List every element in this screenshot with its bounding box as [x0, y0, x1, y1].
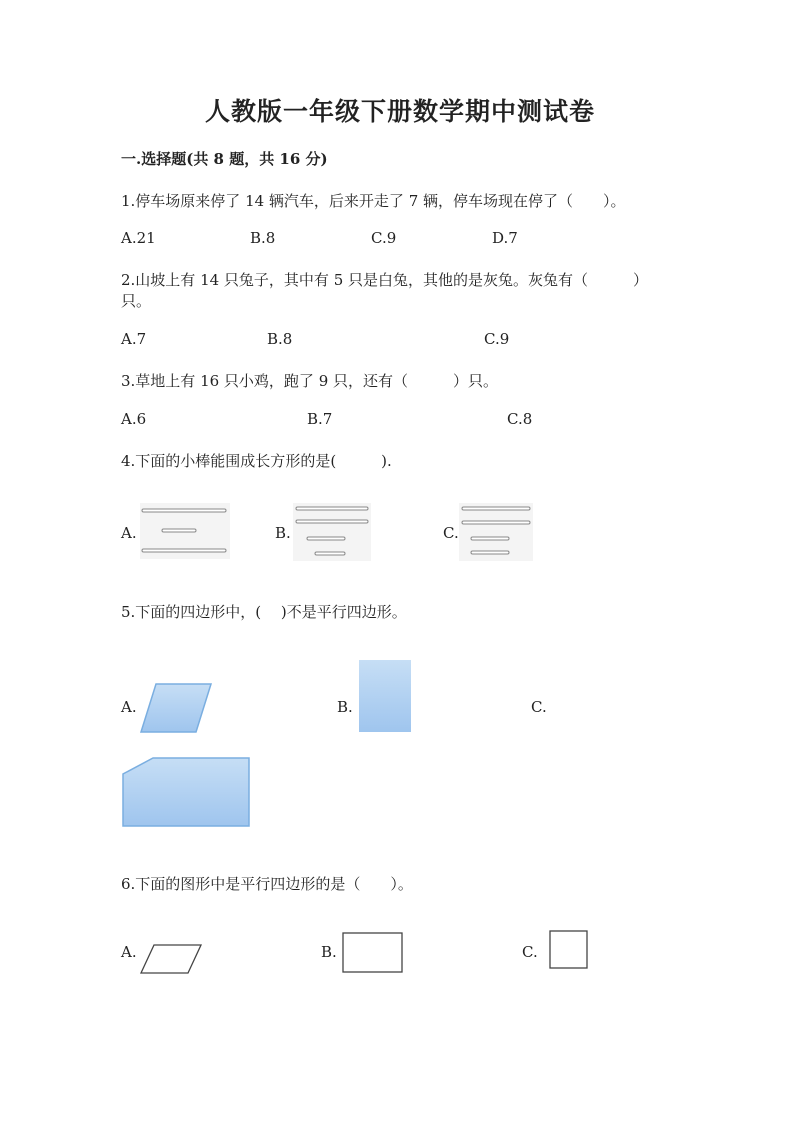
q6-square-outline — [549, 930, 589, 970]
q1-option-a[interactable]: A.21 — [121, 229, 156, 247]
q5-rectangle-shape — [358, 659, 412, 733]
q4-sticks-figure-a — [140, 503, 230, 559]
q4-option-b[interactable]: B. — [275, 524, 291, 542]
q6-parallelogram-outline — [140, 943, 204, 975]
q4-sticks-figure-c — [459, 503, 533, 561]
q5-option-a[interactable]: A. — [121, 698, 137, 716]
q6-option-a[interactable]: A. — [121, 943, 137, 961]
section-heading: 一.选择题(共 8 题，共 16 分) — [121, 150, 328, 168]
q4-option-c[interactable]: C. — [443, 524, 459, 542]
question-5-text: 5.下面的四边形中，( )不是平行四边形。 — [121, 603, 407, 621]
q2-option-a[interactable]: A.7 — [121, 330, 147, 348]
q5-option-b[interactable]: B. — [337, 698, 353, 716]
q3-option-c[interactable]: C.8 — [507, 410, 533, 428]
q3-option-a[interactable]: A.6 — [121, 410, 147, 428]
question-3-text: 3.草地上有 16 只小鸡，跑了 9 只，还有（ ）只。 — [121, 372, 499, 390]
q6-rectangle-outline — [342, 932, 404, 974]
question-2-text-line2: 只。 — [121, 292, 152, 310]
q5-option-c[interactable]: C. — [531, 698, 547, 716]
page-title: 人教版一年级下册数学期中测试卷 — [204, 97, 595, 126]
q4-sticks-figure-b — [293, 503, 371, 561]
q6-option-b[interactable]: B. — [321, 943, 337, 961]
q1-option-b[interactable]: B.8 — [250, 229, 276, 247]
q2-option-b[interactable]: B.8 — [267, 330, 293, 348]
q1-option-c[interactable]: C.9 — [371, 229, 397, 247]
q5-pentagon-shape — [119, 756, 253, 830]
q4-option-a[interactable]: A. — [121, 524, 137, 542]
q3-option-b[interactable]: B.7 — [307, 410, 333, 428]
question-1-text: 1.停车场原来停了 14 辆汽车，后来开走了 7 辆，停车场现在停了（ ）。 — [121, 192, 626, 210]
question-2-text-line1: 2.山坡上有 14 只兔子，其中有 5 只是白兔，其他的是灰兔。灰兔有（ ） — [121, 271, 649, 289]
q5-parallelogram-shape — [138, 680, 214, 736]
question-6-text: 6.下面的图形中是平行四边形的是（ ）。 — [121, 875, 413, 893]
question-4-text: 4.下面的小棒能围成长方形的是( ). — [121, 452, 392, 470]
q2-option-c[interactable]: C.9 — [484, 330, 510, 348]
q6-option-c[interactable]: C. — [522, 943, 538, 961]
q1-option-d[interactable]: D.7 — [492, 229, 518, 247]
